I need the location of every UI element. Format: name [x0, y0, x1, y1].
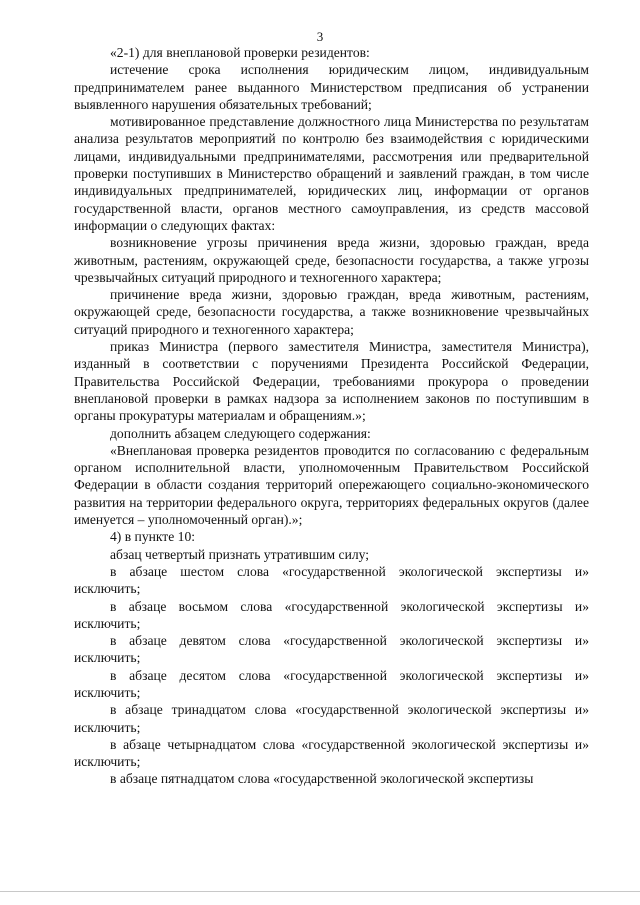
- paragraph: в абзаце девятом слова «государственной экологической экспертизы и» исключить;: [74, 633, 589, 666]
- page-number: 3: [316, 29, 324, 44]
- document-body: [74, 44, 589, 788]
- paragraph: дополнить абзацем следующего содержания:: [110, 425, 371, 441]
- paragraph: в абзаце шестом слова «государственной экологической экспертизы и» исключить;: [74, 563, 589, 597]
- paragraph: истечение срока исполнения юридическим лицом, индивидуальным предпринимателем ранее выданного Министерством предписания об устранении выявленного нарушения обязательных требований;: [74, 62, 589, 112]
- paragraph: в абзаце восьмом слова «государственной экологической экспертизы и» исключить;: [74, 598, 589, 631]
- paragraph: возникновение угрозы причинения вреда жизни, здоровью граждан, вреда животным, растениям, окружающей среде, безопасности государства, а также угрозы чрезвычайных ситуаций природного и техногенного характера;: [74, 235, 589, 285]
- paragraph: в абзаце пятнадцатом слова «государственной экологической экспертизы: [110, 771, 534, 787]
- paragraph: в абзаце десятом слова «государственной экологической экспертизы и» исключить;: [74, 667, 589, 700]
- paragraph: абзац четвертый признать утратившим силу;: [110, 546, 370, 562]
- paragraph: причинение вреда жизни, здоровью граждан, вреда животным, растениям, окружающей среде, безопасности государства, а также возникновение чрезвычайных ситуаций природного и техногенного характера;: [74, 287, 589, 337]
- paragraph: «2-1) для внеплановой проверки резидентов:: [110, 45, 370, 60]
- paragraph: в абзаце четырнадцатом слова «государственной экологической экспертизы и» исключить;: [74, 736, 589, 770]
- bottom-divider: [0, 891, 640, 892]
- paragraph: «Внеплановая проверка резидентов проводится по согласованию с федеральным органом исполнительной власти, уполномоченным Правительством Российской Федерации в области создания территорий опережающего социально-экономического развития на территории федерального округа, территориях федеральных округов (далее именуется – уполномоченный орган).»;: [74, 442, 589, 528]
- paragraph: приказ Министра (первого заместителя Министра, заместителя Министра), изданный в соответствии с поручениями Президента Российской Федерации, Правительства Российской Федерации, требованиями прокурора о проведении внеплановой проверки в рамках надзора за исполнением законов по поступившим в органы прокуратуры материалам и обращениям.»;: [74, 339, 589, 424]
- paragraph: в абзаце тринадцатом слова «государственной экологической экспертизы и» исключить;: [74, 702, 589, 735]
- paragraph: 4) в пункте 10:: [110, 529, 196, 545]
- paragraph: мотивированное представление должностного лица Министерства по результатам анализа результатов мероприятий по контролю без взаимодействия с юридическими лицами, индивидуальными предпринимателями, рассмотрения или предварительной проверки поступивших в Министерство обращений и заявлений граждан, в том числе индивидуальных предпринимателей, юридических лиц, информации от органов государственной власти, органов местного самоуправления, из средств массовой информации о следующих фактах:: [74, 114, 589, 233]
